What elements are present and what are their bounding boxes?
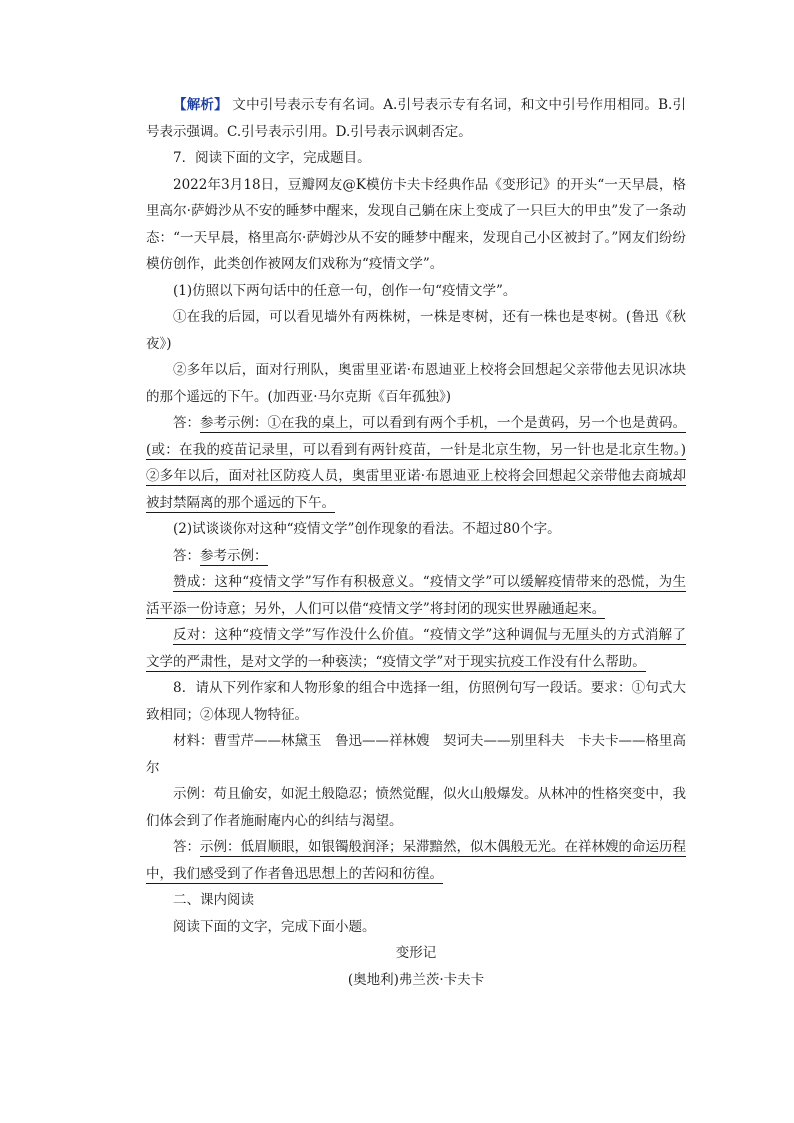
q7-title: 7．阅读下面的文字，完成题目。: [173, 150, 371, 166]
work-title: 变形记: [395, 945, 437, 961]
q7-con-view: [146, 622, 686, 675]
analysis-text: 文中引号表示专有名词。A.引号表示专有名词，和文中引号作用相同。B.引号表示强调。C.引号表示引用。D.引号表示讽刺否定。: [146, 97, 687, 140]
answer-text: 参考示例：①在我的桌上，可以看到有两个手机，一个是黄码，另一个也是黄码。(或：在我的疫苗记录里，可以看到有两针疫苗，一针是北京生物，另一针也是北京生物。)②多年以后，面对社区防疫人员，奥雷里亚诺·布恩迪亚上校将会回想起父亲带他去商城却被封禁隔离的那个遥远的下午。: [146, 415, 686, 511]
q7-pro-view: [146, 569, 686, 622]
q8-title: 8．请从下列作家和人物形象的组合中选择一组，仿照例句写一段话。要求：①句式大致相同；②体现人物特征。: [146, 680, 686, 723]
q7-passage: 2022年3月18日，豆瓣网友@K模仿卡夫卡经典作品《变形记》的开头“一天早晨，格里高尔·萨姆沙从不安的睡梦中醒来，发现自己躺在床上变成了一只巨大的甲虫”发了一条动态：“一天早晨，格里高尔·萨姆沙从不安的睡梦中醒来，发现自己小区被封了。”网友们纷纷模仿创作，此类创作被网友们戏称为“疫情文学”。: [146, 176, 686, 272]
document-page: [146, 92, 686, 993]
q7-sub1: (1)仿照以下两句话中的任意一句，创作一句“疫情文学”。: [173, 282, 517, 299]
section-instruction: 阅读下面的文字，完成下面小题。: [173, 918, 376, 935]
answer-label: 答：: [173, 415, 200, 431]
section-heading: 二、课内阅读: [173, 892, 254, 908]
q7-option-2: ②多年以后，面对行刑队，奥雷里亚诺·布恩迪亚上校将会回想起父亲带他去见识冰块的那个遥远的下午。(加西亚·马尔克斯《百年孤独》): [146, 362, 686, 405]
q7-option-1: ①在我的后园，可以看见墙外有两株树，一株是枣树，还有一株也是枣树。(鲁迅《秋夜》): [146, 309, 686, 352]
pro-view-text: 赞成：这种“疫情文学”写作有积极意义。“疫情文学”可以缓解疫情带来的恐慌，为生活平添一份诗意；另外，人们可以借“疫情文学”将封闭的现实世界融通起来。: [146, 574, 686, 617]
work-author: (奥地利)弗兰茨·卡夫卡: [347, 971, 485, 988]
answer-text: 参考示例：: [200, 547, 268, 564]
con-view-text: 反对：这种“疫情文学”写作没什么价值。“疫情文学”这种调侃与无厘头的方式消解了文学的严肃性，是对文学的一种亵渎；“疫情文学”对于现实抗疫工作没有什么帮助。: [146, 627, 686, 670]
answer-label: 答：: [173, 547, 200, 564]
answer-label: 答：: [173, 839, 200, 855]
answer-text: 示例：低眉顺眼，如银镯般润泽；呆滞黯然，似木偶般无光。在祥林嫂的命运历程中，我们感受到了作者鲁迅思想上的苦闷和彷徨。: [146, 839, 686, 882]
q8-material: 材料：曹雪芹——林黛玉 鲁迅——祥林嫂 契诃夫——别里科夫 卡夫卡——格里高尔: [146, 733, 686, 776]
q7-sub2: (2)试谈谈你对这种“疫情文学”创作现象的看法。不超过80个字。: [173, 521, 561, 537]
q7-answer-1: [146, 410, 686, 516]
q7-answer-2: [146, 543, 686, 570]
q8-answer: [146, 834, 686, 887]
analysis-tag: 【解析】: [173, 97, 228, 113]
q8-example: 示例：苟且偷安，如泥土般隐忍；愤然觉醒，似火山般爆发。从林冲的性格突变中，我们体会到了作者施耐庵内心的纠结与渴望。: [146, 786, 686, 829]
analysis-paragraph: [146, 92, 686, 145]
